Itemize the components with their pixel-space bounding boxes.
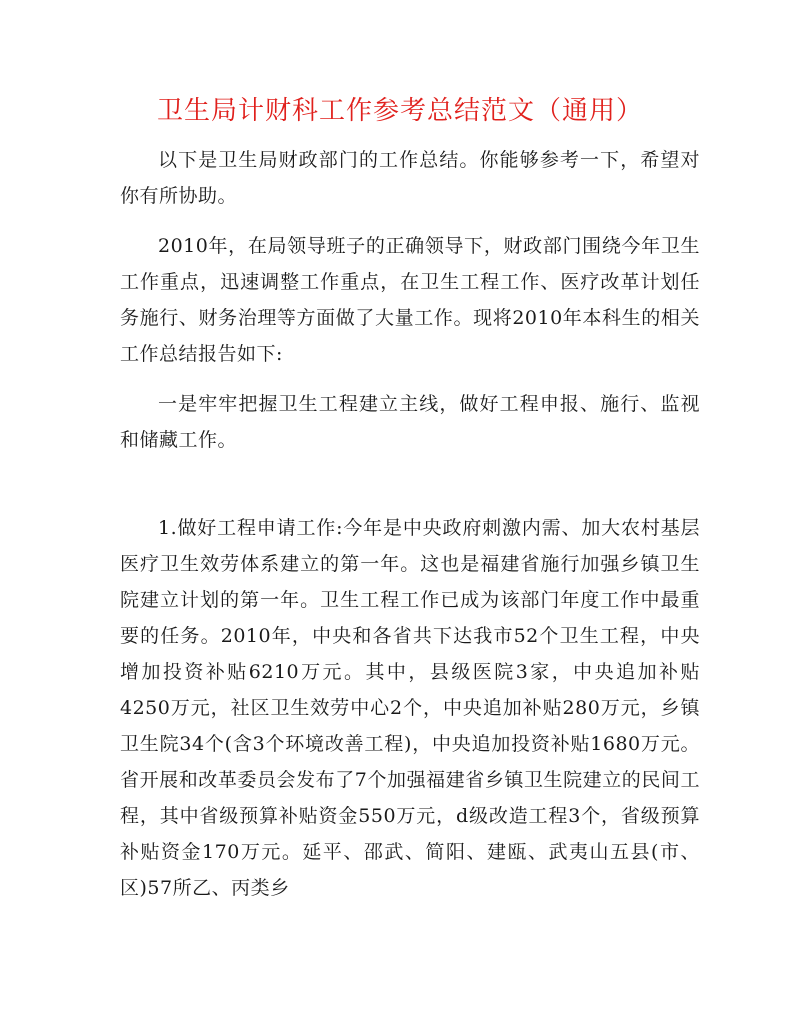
- paragraph-intro: 以下是卫生局财政部门的工作总结。你能够参考一下，希望对你有所协助。: [120, 149, 700, 207]
- paragraph-project-application: 1.做好工程申请工作:今年是中央政府刺激内需、加大农村基层医疗卫生效劳体系建立的第一年。这也是福建省施行加强乡镇卫生院建立计划的第一年。卫生工程工作已成为该部门年度工作中最重要的任务。2010年，中央和各省共下达我市52个卫生工程，中央增加投资补贴6210万元。其中，县级医院3家，中央追加补贴4250万元，社区卫生效劳中心2个，中央追加补贴280万元，乡镇卫生院34个(含3个环境改善工程)，中央追加投资补贴1680万元。省开展和改革委员会发布了7个加强福建省乡镇卫生院建立的民间工程，其中省级预算补贴资金550万元，d级改造工程3个，省级预算补贴资金170万元。延平、邵武、简阳、建瓯、武夷山五县(市、区)57所乙、丙类乡: [120, 517, 700, 899]
- paragraph-overview: 2010年，在局领导班子的正确领导下，财政部门围绕今年卫生工作重点，迅速调整工作重点，在卫生工程工作、医疗改革计划任务施行、财务治理等方面做了大量工作。现将2010年本科生的相关工作总结报告如下:: [120, 235, 700, 365]
- paragraph-section-one: 一是牢牢把握卫生工程建立主线，做好工程申报、施行、监视和储藏工作。: [120, 393, 700, 451]
- document-title: 卫生局计财科工作参考总结范文（通用）: [156, 96, 643, 126]
